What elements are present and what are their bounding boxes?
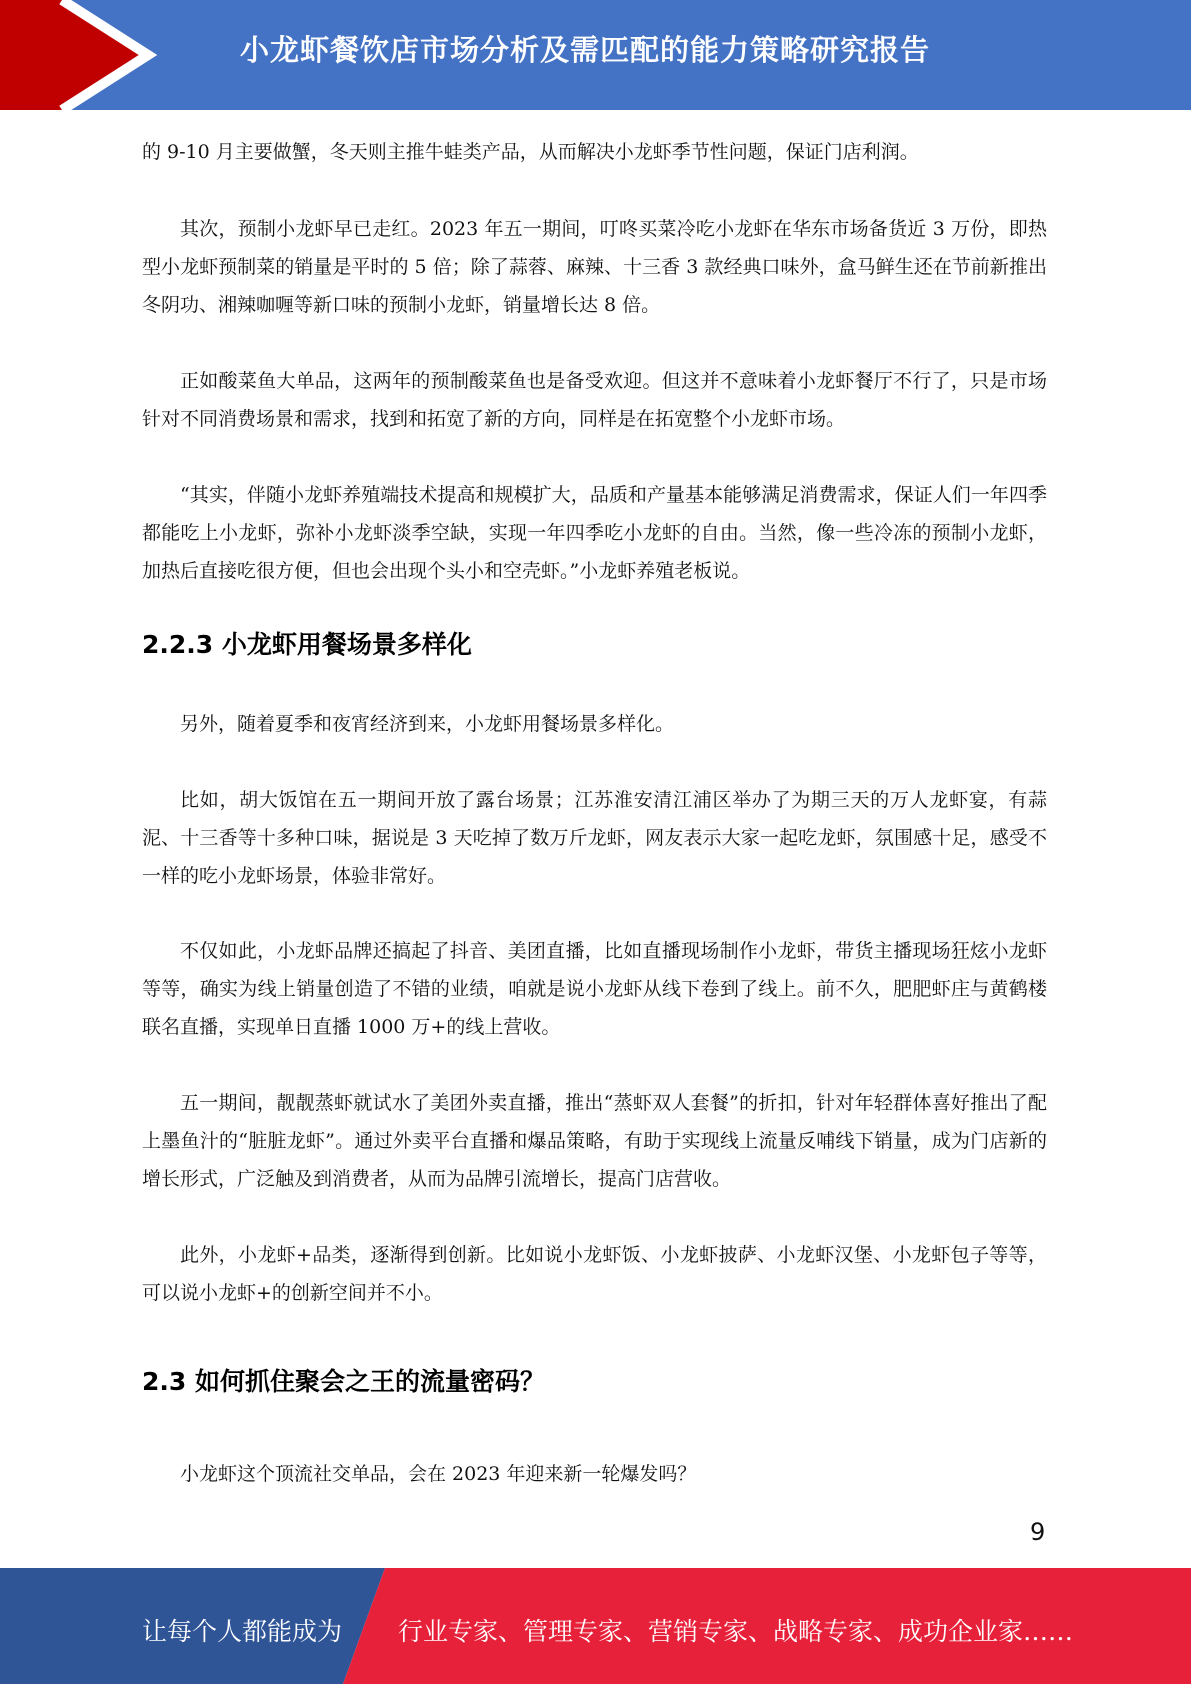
paragraph-3: 正如酸菜鱼大单品，这两年的预制酸菜鱼也是备受欢迎。但这并不意味着小龙虾餐厅不行了，只是市场针对不同消费场景和需求，找到和拓宽了新的方向，同样是在拓宽整个小龙虾市场。 (142, 370, 1047, 430)
page-number: 9 (1030, 1518, 1046, 1546)
paragraph-7: 不仅如此，小龙虾品牌还搞起了抖音、美团直播，比如直播现场制作小龙虾，带货主播现场狂炫小龙虾等等，确实为线上销量创造了不错的业绩，咱就是说小龙虾从线下卷到了线上。前不久，肥肥虾庄与黄鹤楼联名直播，实现单日直播 1000 万+的线上营收。 (142, 940, 1047, 1038)
paragraph-6: 比如，胡大饭馆在五一期间开放了露台场景；江苏淮安清江浦区举办了为期三天的万人龙虾宴，有蒜泥、十三香等十多种口味，据说是 3 天吃掉了数万斤龙虾，网友表示大家一起吃龙虾，氛围感十足，感受不一样的吃小龙虾场景，体验非常好。 (142, 789, 1047, 887)
paragraph-8: 五一期间，靓靓蒸虾就试水了美团外卖直播，推出“蒸虾双人套餐”的折扣，针对年轻群体喜好推出了配上墨鱼汁的“脏脏龙虾”。通过外卖平台直播和爆品策略，有助于实现线上流量反哺线下销量，成为门店新的增长形式，广泛触及到消费者，从而为品牌引流增长，提高门店营收。 (142, 1092, 1047, 1190)
section-heading-2-2-3: 2.2.3 小龙虾用餐场景多样化 (142, 630, 472, 659)
footer-band (0, 1568, 1191, 1684)
paragraph-2: 其次，预制小龙虾早已走红。2023 年五一期间，叮咚买菜冷吃小龙虾在华东市场备货近 3 万份，即热型小龙虾预制菜的销量是平时的 5 倍；除了蒜蓉、麻辣、十三香 3 款经典口味外，盒马鲜生还在节前新推出冬阴功、湘辣咖喱等新口味的预制小龙虾，销量增长达 8 倍。 (142, 218, 1047, 316)
paragraph-1: 的 9-10 月主要做蟹，冬天则主推牛蛙类产品，从而解决小龙虾季节性问题，保证门店利润。 (142, 141, 919, 163)
paragraph-9: 此外，小龙虾+品类，逐渐得到创新。比如说小龙虾饭、小龙虾披萨、小龙虾汉堡、小龙虾包子等等，可以说小龙虾+的创新空间并不小。 (142, 1244, 1047, 1304)
paragraph-10: 小龙虾这个顶流社交单品，会在 2023 年迎来新一轮爆发吗？ (180, 1463, 697, 1485)
header-band (0, 0, 1191, 110)
footer-slogan-left: 让每个人都能成为 (142, 1617, 343, 1646)
footer-slogan-right: 行业专家、管理专家、营销专家、战略专家、成功企业家…… (398, 1617, 1074, 1646)
section-heading-2-3: 2.3 如何抓住聚会之王的流量密码？ (142, 1367, 545, 1396)
report-title: 小龙虾餐饮店市场分析及需匹配的能力策略研究报告 (240, 33, 931, 67)
paragraph-5: 另外，随着夏季和夜宵经济到来，小龙虾用餐场景多样化。 (180, 713, 675, 735)
paragraph-4: “其实，伴随小龙虾养殖端技术提高和规模扩大，品质和产量基本能够满足消费需求，保证人们一年四季都能吃上小龙虾，弥补小龙虾淡季空缺，实现一年四季吃小龙虾的自由。当然，像一些冷冻的预制小龙虾，加热后直接吃很方便，但也会出现个头小和空壳虾。”小龙虾养殖老板说。 (142, 484, 1047, 582)
